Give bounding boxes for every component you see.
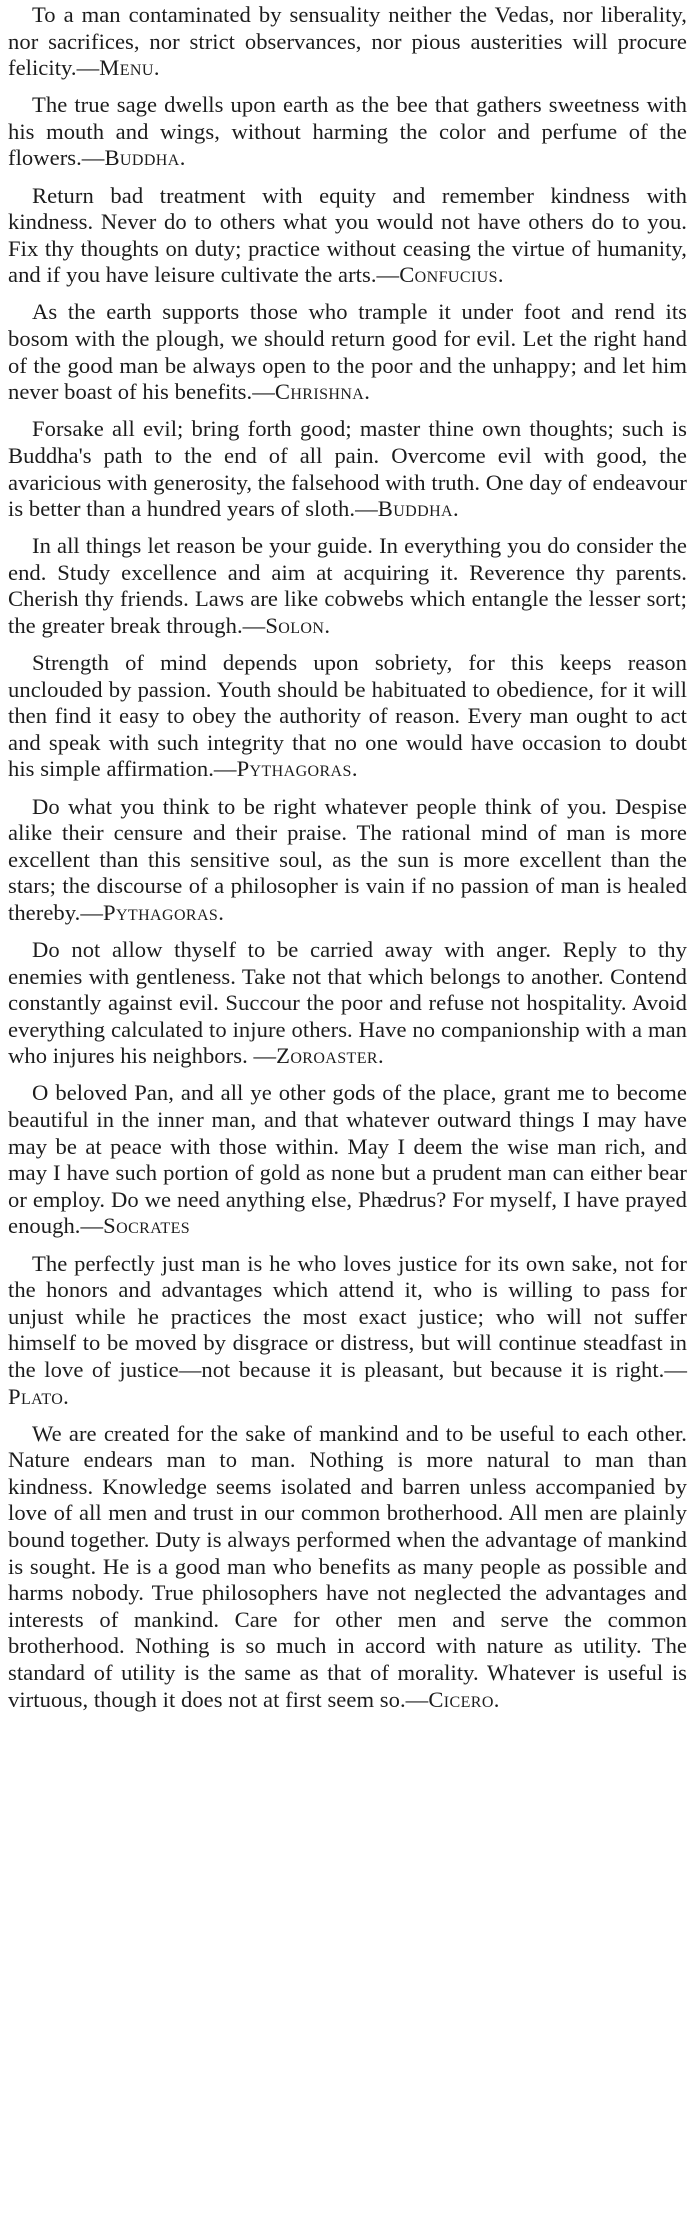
quote-text: Return bad treatment with equity and remember kindness with kindness. Never do to others what you would not have others do to you. Fix thy thoughts on duty; practice without ceasing the virtue of humanity, and if you have leisure cultivate the arts.— — [8, 182, 687, 288]
quote-text: Do what you think to be right whatever people think of you. Despise alike their censure and their praise. The rational mind of man is more excellent than this sensitive soul, as the sun is more excellent than the stars; the discourse of a philosopher is vain if no passion of man is healed thereby.— — [8, 793, 687, 925]
quote-plato — [8, 1251, 687, 1411]
quote-author: Zoroaster. — [276, 1043, 385, 1069]
quote-author: Pythagoras. — [102, 899, 225, 925]
quote-author: Buddha. — [104, 145, 186, 171]
quote-menu — [8, 2, 687, 82]
quote-author: Cicero. — [428, 1686, 500, 1712]
quote-zoroaster — [8, 937, 687, 1070]
quote-pythagoras-right — [8, 794, 687, 927]
quote-text: To a man contaminated by sensuality neither the Vedas, nor liberality, nor sacrifices, nor strict observances, nor pious austerities will procure felicity.— — [8, 2, 687, 81]
quote-cicero — [8, 1421, 687, 1714]
quote-text: As the earth supports those who trample it under foot and rend its bosom with the plough, we should return good for evil. Let the right hand of the good man be always open to the poor and the unhappy; and let him never boast of his benefits.— — [8, 299, 687, 405]
quote-text: Forsake all evil; bring forth good; master thine own thoughts; such is Buddha's path to the end of all pain. Overcome evil with good, the avaricious with generosity, the falsehood with truth. One day of endeavour is better than a hundred years of sloth.— — [8, 416, 687, 522]
quote-socrates — [8, 1080, 687, 1240]
quote-author: Confucius. — [399, 262, 504, 288]
quote-text: O beloved Pan, and all ye other gods of the place, grant me to become beautiful in the inner man, and that whatever outward things I may have may be at peace with those within. May I deem the wise man rich, and may I have such portion of gold as none but a prudent man can either bear or employ. Do we need anything else, Phædrus? For myself, I have prayed enough.— — [8, 1080, 687, 1239]
quote-buddha-path — [8, 416, 687, 522]
quote-buddha-sage — [8, 92, 687, 172]
quote-text: The perfectly just man is he who loves justice for its own sake, not for the honors and advantages which attend it, who is willing to pass for unjust while he practices the most exact justice; who will not suffer himself to be moved by disgrace or distress, but will continue steadfast in the love of justice—not because it is pleasant, but because it is right.— — [8, 1250, 687, 1382]
quote-author: Menu. — [99, 55, 160, 81]
quote-text: Strength of mind depends upon sobriety, for this keeps reason unclouded by passion. Youth should be habituated to obedience, for it will then find it easy to obey the authority of reason. Every man ought to act and speak with such integrity that no one would have occasion to doubt his simple affirmation.— — [8, 650, 687, 782]
quote-text: In all things let reason be your guide. In everything you do consider the end. Study excellence and aim at acquiring it. Reverence thy parents. Cherish thy friends. Laws are like cobwebs which entangle the lesser sort; the greater break through.— — [8, 533, 687, 638]
quote-author: Solon. — [265, 612, 331, 638]
quote-solon — [8, 533, 687, 639]
quote-author: Plato. — [8, 1383, 70, 1409]
quote-author: Chrishna. — [274, 379, 371, 405]
quote-author: Buddha. — [377, 496, 460, 522]
quote-chrishna — [8, 299, 687, 405]
quote-author: Socrates — [103, 1213, 191, 1239]
quote-author: Pythagoras. — [236, 756, 358, 782]
quote-text: We are created for the sake of mankind and to be useful to each other. Nature endears man to man. Nothing is more natural to man than kindness. Knowledge seems isolated and barren unless accompanied by love of all men and trust in our common brotherhood. All men are plainly bound together. Duty is always performed when the advantage of mankind is sought. He is a good man who benefits as many people as possible and harms nobody. True philosophers have not neglected the advantages and interests of mankind. Care for other men and serve the common brotherhood. Nothing is so much in accord with nature as utility. The standard of utility is the same as that of morality. Whatever is useful is virtuous, though it does not at first seem so.— — [8, 1420, 687, 1712]
quote-text: Do not allow thyself to be carried away with anger. Reply to thy enemies with gentleness. Take not that which belongs to another. Contend constantly against evil. Succour the poor and refuse not hospitality. Avoid everything calculated to injure others. Have no companionship with a man who injures his neighbors. — — [8, 937, 687, 1069]
quote-confucius — [8, 183, 687, 289]
quote-pythagoras-sobriety — [8, 650, 687, 783]
quote-text: The true sage dwells upon earth as the bee that gathers sweetness with his mouth and wings, without harming the color and perfume of the flowers.— — [8, 92, 687, 171]
